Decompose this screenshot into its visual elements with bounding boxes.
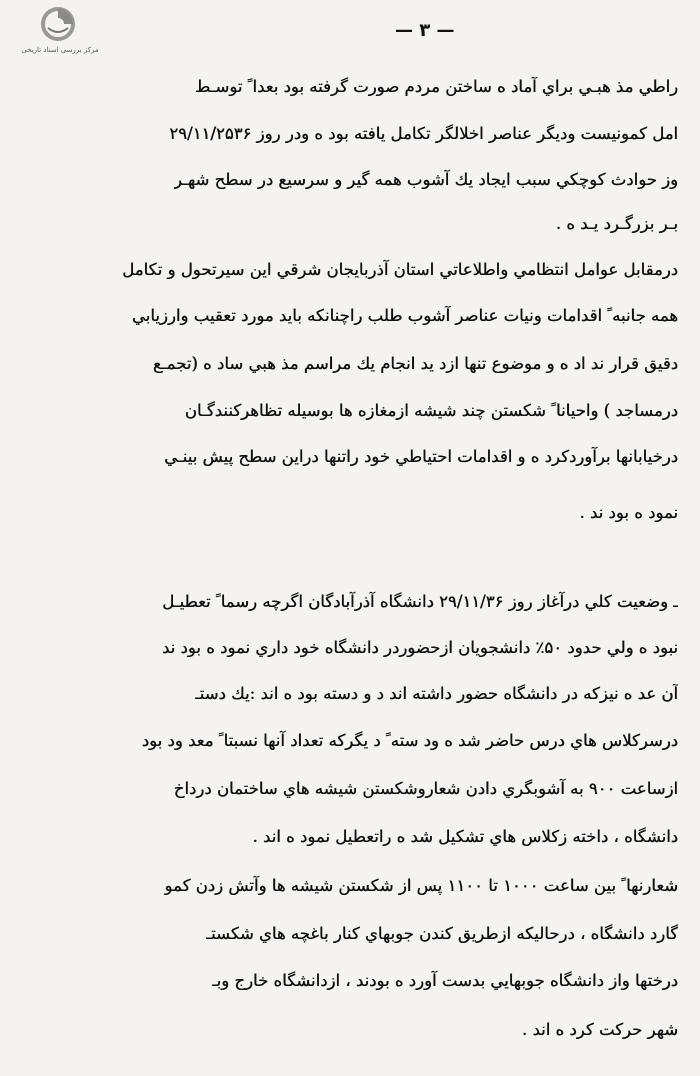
text-line: نمود ه بود ند . xyxy=(579,503,678,522)
text-line: امل كمونيست وديگر عناصر اخلالگر تكامل يافته بود ه ودر روز ۲۹/۱۱/۲۵۳۶ xyxy=(169,124,678,143)
text-line: درمقابل عوامل انتظامي واطلاعاتي استان آذربايجان شرقي اين سيرتحول و تكامل xyxy=(122,260,678,279)
text-line: شهر حركت كرد ه اند . xyxy=(521,1020,678,1039)
text-line: شعارنها ً بين ساعت ۱۰۰۰ تا ۱۱۰۰ پس از شكستن شيشه ها وآتش زدن كمو xyxy=(164,876,678,895)
archive-emblem-icon xyxy=(38,6,78,44)
text-line: درسركلاس هاي درس حاضر شد ه ود سته ً د يگركه تعداد آنها نسبتا ً معد ود بود xyxy=(141,731,678,750)
archive-logo xyxy=(10,6,110,58)
text-line: دقيق قرار ند اد ه و موضوع تنها ازد يد انجام يك مراسم مذ هبي ساد ه (تجمـع xyxy=(152,354,678,373)
text-line: گارد دانشگاه ، درحاليكه ازطريق كندن جوبهاي كنار باغچه هاي شكستـ xyxy=(206,924,678,943)
text-line: درمساجد ) واحيانا ً شكستن چند شيشه ازمغازه ها بوسيله تظاهركنندگـان xyxy=(184,401,678,420)
text-line: درخيابانها برآوردكرد ه و اقدامات احتياطي خود راتنها دراين سطح پيش بينـي xyxy=(164,447,678,466)
text-line: بـر بزرگـرد يـد ه . xyxy=(555,214,678,233)
text-line: نبود ه ولي حدود ۵۰٪ دانشجويان ازحضوردر دانشگاه خود داري نمود ه بود ند xyxy=(161,638,678,657)
text-line: راطي مذ هبـي براي آماد ه ساختن مردم صورت گرفته بود بعدا ً توسـط xyxy=(194,77,678,96)
text-line: همه جانبه ً اقدامات ونيات عناصر آشوب طلب راچنانكه بايد مورد تعقيب وارزيابي xyxy=(131,306,678,325)
page-number: — ۳ — xyxy=(395,20,455,41)
text-line: آن عد ه نيزكه در دانشگاه حضور داشته اند د و دسته بود ه اند :يك دستـ xyxy=(194,684,678,703)
logo-caption: مرکز بررسی اسناد تاریخی xyxy=(21,46,99,54)
text-line: وز حوادث كوچكي سبب ايجاد يك آشوب همه گير و سرسيع در سطح شهـر xyxy=(173,170,678,189)
text-line: دانشگاه ، داخته زكلاس هاي تشكيل شد ه راتعطيل نمود ه اند . xyxy=(252,827,678,846)
text-line: ـ وضعيت كلي درآغاز روز ۲۹/۱۱/۳۶ دانشگاه آذرآبادگان اگرچه رسما ً تعطيـل xyxy=(162,592,678,611)
text-line: ازساعت ۹۰۰ به آشوبگري دادن شعاروشكستن شيشه هاي ساختمان درداخ xyxy=(173,779,678,798)
text-line: درختها واز دانشگاه جوبهايي بدست آورد ه بودند ، ازدانشگاه خارج وبـ xyxy=(211,971,678,990)
